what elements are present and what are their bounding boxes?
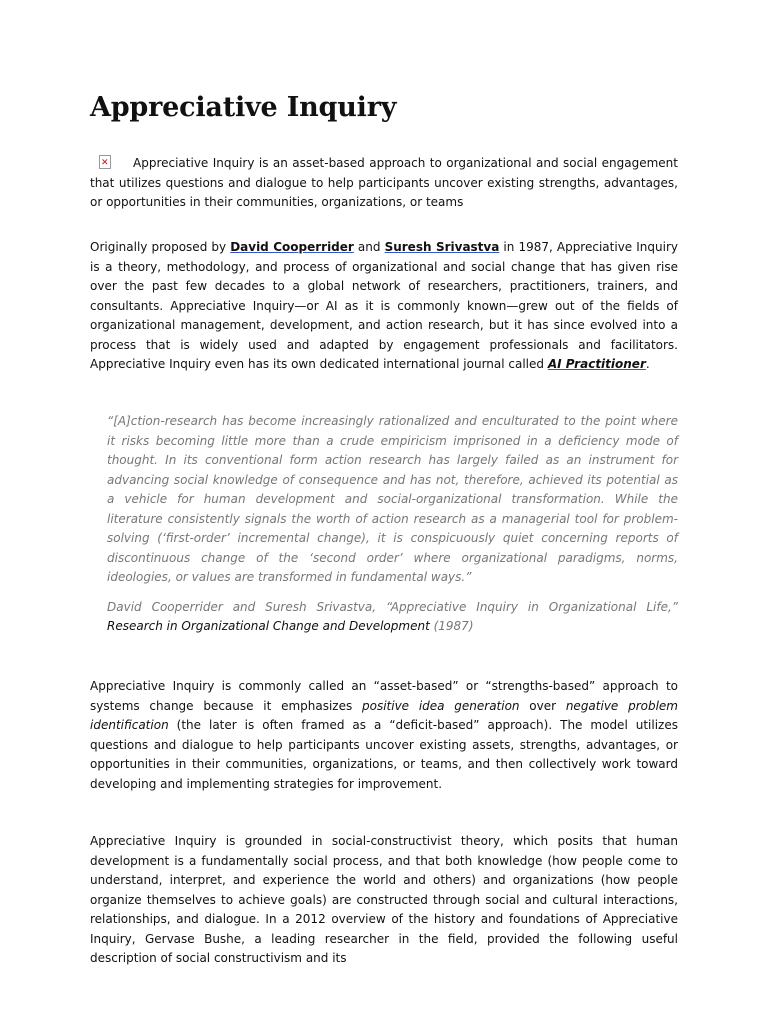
quote-block [107,412,678,637]
david-cooperrider-link[interactable]: David Cooperrider [230,240,354,254]
asset-text-1: Appreciative Inquiry is commonly called an “asset-based” or “strengths-based” approach to systems change because it emphasizes [90,679,678,713]
suresh-srivastva-link[interactable]: Suresh Srivastva [384,240,500,254]
asset-text-3: (the later is often framed as a “deficit-based” approach). The model utilizes questions and dialogue to help participants uncover existing assets, strengths, advantages, or opportunities in their communities, organizations, or teams, and then collectively work toward developing and implementing strategies for improvement. [90,718,678,791]
origin-text-2: and [353,240,385,254]
asset-emphasis-2: negative problem identification [90,698,678,732]
intro-paragraph [90,154,678,213]
broken-image-icon [99,155,111,169]
asset-emphasis-1: positive idea generation [362,698,520,713]
origin-paragraph [90,238,678,375]
citation-authors: David Cooperrider and Suresh Srivastva, “Appreciative Inquiry in Organizational Life,” [107,599,678,614]
asset-based-paragraph [90,677,678,794]
ai-practitioner-link[interactable]: AI Practitioner [547,357,646,371]
intro-text: Appreciative Inquiry is an asset-based approach to organizational and social engagement that utilizes questions and dialogue to help participants uncover existing strengths, advantages, or opportunities in their communities, organizations, or teams [90,156,678,209]
origin-text-4: . [645,357,650,371]
page-title: Appreciative Inquiry [90,92,397,123]
citation-source: Research in Organizational Change and Development [107,619,430,633]
citation-year: (1987) [429,619,474,633]
origin-text-3: in 1987, Appreciative Inquiry is a theory, methodology, and process of organizational and social change that has given rise over the past few decades to a global network of researchers, practitioners, trainers, and consultants. Appreciative Inquiry—or AI as it is commonly known—grew out of the fields of organizational management, development, and action research, but it has since evolved into a process that is widely used and adapted by engagement professionals and facilitators. Appreciative Inquiry even has its own dedicated international journal called [90,240,678,371]
constructivist-paragraph: Appreciative Inquiry is grounded in social-constructivist theory, which posits that human development is a fundamentally social process, and that both knowledge (how people come to understand, interpret, and experience the world and others) and organizations (how people organize themselves to achieve goals) are constructed through social and cultural interactions, relationships, and dialogue. In a 2012 overview of the history and foundations of Appreciative Inquiry, Gervase Bushe, a leading researcher in the field, provided the following useful description of social constructivism and its [90,834,678,965]
origin-text-1: Originally proposed by [90,240,231,254]
asset-text-2: over [519,698,566,713]
quote-citation [107,598,678,637]
quote-text: “[A]ction-research has become increasingly rationalized and enculturated to the point where it risks becoming little more than a crude empiricism imprisoned in a deficiency mode of thought. In its conventional form action research has largely failed as an instrument for advancing social knowledge of consequence and has not, therefore, achieved its potential as a vehicle for human development and social-organizational transformation. While the literature consistently signals the worth of action research as a managerial tool for problem-solving (‘first-order’ incremental change), it is conspicuously quiet concerning reports of discontinuous change of the ‘second order’ where organizational paradigms, norms, ideologies, or values are transformed in fundamental ways.” [107,414,678,584]
